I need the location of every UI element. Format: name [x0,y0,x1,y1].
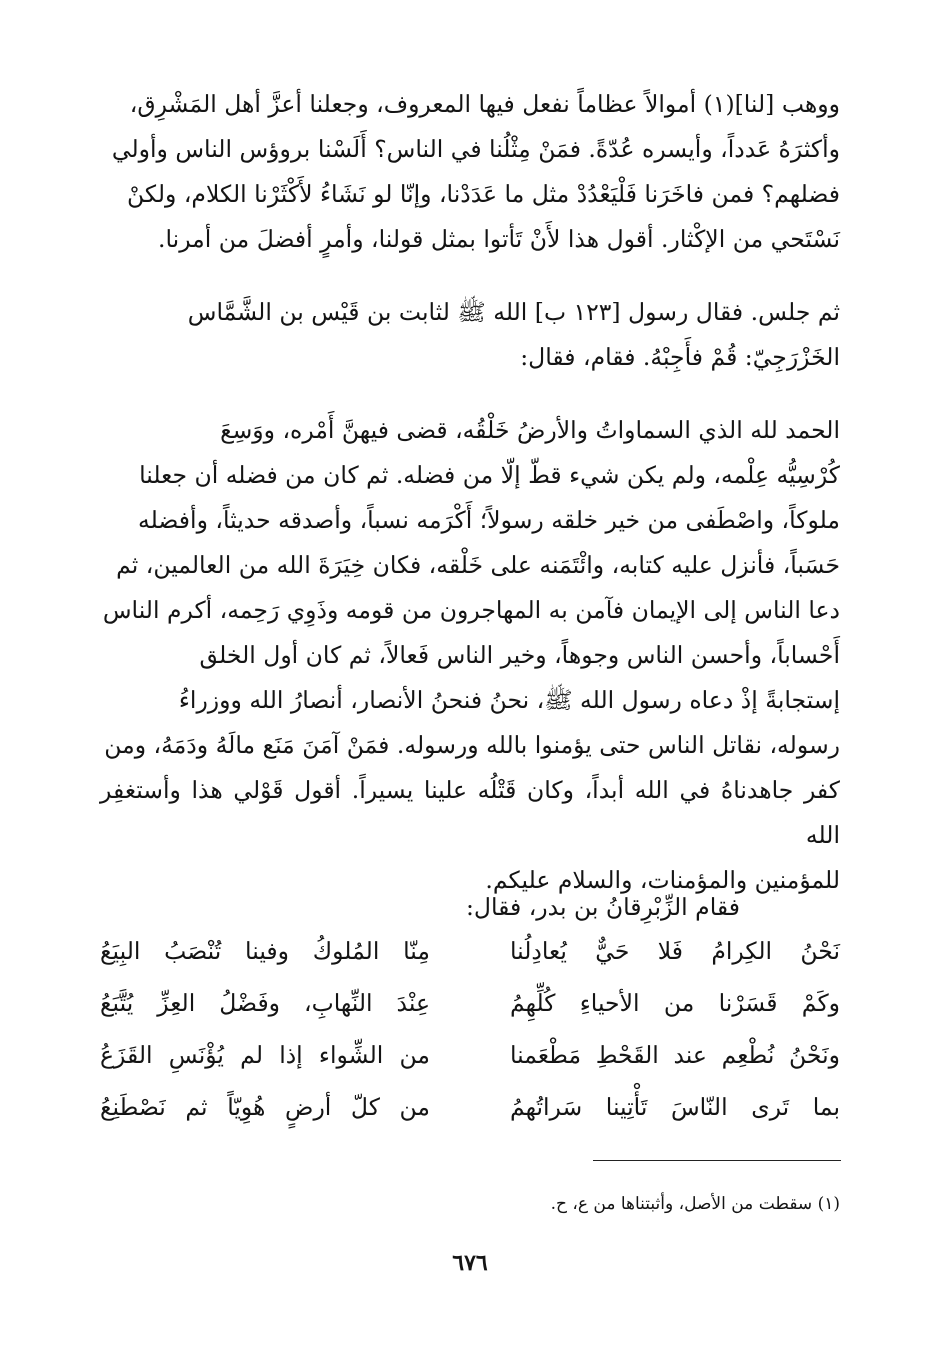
page-number: ٦٧٦ [452,1250,488,1276]
text-line: الخَزْرَجِيّ: قُمْ فأَجِبْهُ. فقام، فقال: [520,343,840,371]
paragraph-2 [100,290,840,380]
text-line: حَسَباً، فأنزل عليه كتابه، وائْتَمَنه على خَلْقه، فكان خِيَرَةَ الله من العالمين، ثم [116,551,840,579]
verse-couplet [100,977,840,1029]
text-line: نَسْتَحي من الإكْثار. أقول هذا لأَنْ تَأتوا بمثل قولنا، وأمرٍ أفضلَ من أمرنا. [158,225,840,253]
poem [100,925,840,1133]
text-line: ووهب [لنا](١) أموالاً عظاماً نفعل فيها المعروف، وجعلنا أعزَّ أهل المَشْرِق، [129,90,840,118]
text-line: فضلهم؟ فمن فاخَرَنا فَلْيَعْدُدْ مثل ما عَدَدْنا، وإنّا لو نَشَاءُ لأَكْثَرْنا الكلام، ولكنْ [127,180,840,208]
text-line: كفر جاهدناهُ في الله أبداً، وكان قَتْلُه علينا يسيراً. أقول قَوْلي هذا وأستغفِر الله [100,776,840,849]
footnote-divider [593,1160,841,1161]
verse-couplet [100,1081,840,1133]
verse-first-hemistich: وكَمْ قَسَرْنا من الأحياءِ كُلِّهِمُ [510,989,840,1017]
text-line: ملوكاً، واصْطَفى من خير خلقه رسولاً؛ أَكْرَمه نسباً، وأصدقه حديثاً، وأفضله [138,506,840,534]
text-line: للمؤمنين والمؤمنات، والسلام عليكم. [485,866,840,894]
paragraph-1 [100,82,840,262]
verse-first-hemistich: ونَحْنُ نُطْعِم عند القَحْطِ مَطْعَمنا [510,1041,840,1069]
text-line: رسوله، نقاتل الناس حتى يؤمنوا بالله ورسوله. فمَنْ آمَنَ مَنَع مالَهُ ودَمَهُ، ومن [104,731,840,759]
verse-couplet [100,1029,840,1081]
verse-second-hemistich: عِنْدَ النِّهابِ، وفَضْلُ العِزِّ يُتَّبَعُ [100,989,430,1017]
text-line: الحمد لله الذي السماواتُ والأرضُ خَلْقُه، قضى فيهنَّ أَمْره، ووَسِعَ [220,416,840,444]
text-line: وأكثرَهُ عَدداً، وأيسره عُدّةً. فمَنْ مِثْلُنا في الناس؟ أَلَسْنا بروؤس الناس وأولي [111,135,840,163]
paragraph-3 [100,408,840,903]
text-line: ثم جلس. فقال رسول [١٢٣ ب] الله ﷺ لثابت بن قَيْس بن الشَّمَّاس [187,298,840,326]
footnote: (١) سقطت من الأصل، وأثبتناها من ع، ح. [550,1194,840,1214]
verse-first-hemistich: بما تَرى النّاسَ تَأْتِينا سَراتُهمُ [510,1093,840,1121]
verse-couplet [100,925,840,977]
text-line: أَحْساباً، وأحسن الناس وجوهاً، وخير الناس فَعالاً، ثم كان أول الخلق [199,641,840,669]
verse-first-hemistich: نَحْنُ الكِرامُ فَلا حَيٌّ يُعادِلُنا [510,937,840,965]
text-line: دعا الناس إلى الإيمان فآمن به المهاجرون من قومه وذَوِي رَحِمه، أكرم الناس [102,596,840,624]
text-line: كُرْسِيُّه عِلْمه، ولم يكن شيء قطّ إلّا من فضله. ثم كان من فضله أن جعلنا [139,461,840,489]
verse-intro [100,885,840,930]
verse-second-hemistich: من كلّ أرضٍ هُوِيّاً ثم نَصْطَنِعُ [100,1093,430,1121]
verse-second-hemistich: من الشِّواء إذا لم يُؤْنَسِ القَزَعُ [100,1041,430,1069]
main-text [100,82,840,903]
verse-second-hemistich: مِنّا المُلوكُ وفينا تُنْصَبُ البِيَعُ [100,937,430,965]
text-line: إستجابةً إذْ دعاه رسول الله ﷺ، نحنُ فنحنُ الأنصار، أنصارُ الله ووزراءُ [178,686,840,714]
verse-intro-text: فقام الزِّبْرِقانُ بن بدر، فقال: [465,893,740,921]
